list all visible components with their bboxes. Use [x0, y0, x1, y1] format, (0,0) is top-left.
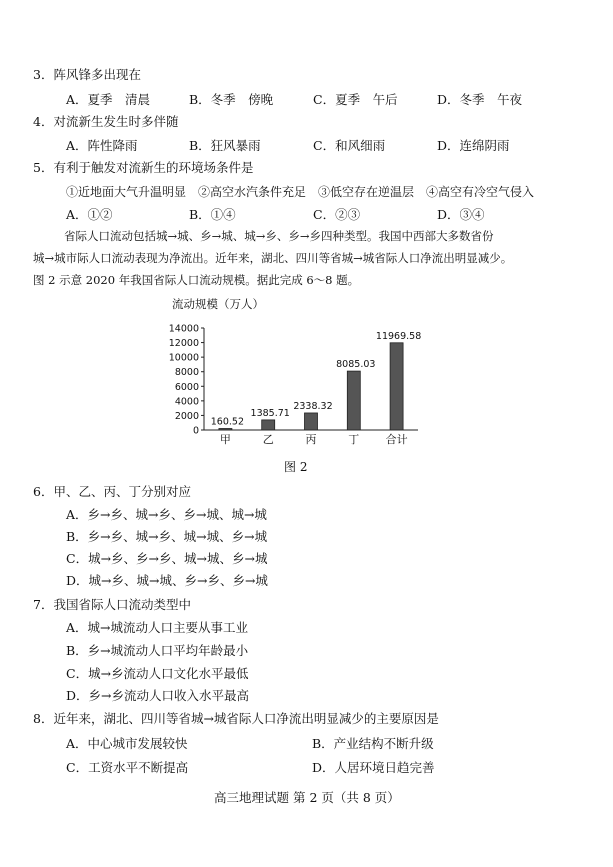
question-6-option-c: C．城→乡、乡→乡、城→城、乡→城	[66, 551, 268, 566]
x-category-label: 甲	[219, 433, 231, 446]
bar-value-label: 8085.03	[336, 359, 376, 371]
question-8-option-d: D．人居环境日趋完善	[312, 760, 435, 775]
question-3-option-a: A．夏季 清晨	[66, 92, 151, 107]
question-8-option-b: B．产业结构不断升级	[312, 736, 434, 751]
question-6-option-b: B．乡→乡、城→乡、城→城、乡→城	[66, 529, 268, 544]
question-5-stem: 5．有利于触发对流新生的环境场条件是	[33, 160, 254, 175]
y-tick-label: 12000	[168, 338, 199, 350]
question-7-option-c: C．城→乡流动人口文化水平最低	[66, 666, 249, 681]
question-5-option-c: C．②③	[313, 207, 361, 222]
bar-4	[390, 343, 403, 430]
bar-value-label: 11969.58	[375, 330, 422, 342]
question-5-option-d: D．③④	[437, 207, 485, 222]
question-7-option-d: D．乡→乡流动人口收入水平最高	[66, 688, 249, 703]
question-3-stem: 3．阵风锋多出现在	[33, 67, 141, 82]
y-tick-label: 6000	[174, 381, 199, 393]
question-3-option-c: C．夏季 午后	[313, 92, 398, 107]
question-5-conditions: ①近地面大气升温明显 ②高空水汽条件充足 ③低空存在逆温层 ④高空有冷空气侵入	[66, 185, 535, 199]
x-category-label: 丁	[348, 433, 360, 446]
bar-0	[219, 429, 232, 431]
question-4-option-b: B．狂风暴雨	[189, 138, 261, 153]
x-category-label: 丙	[305, 433, 317, 446]
question-5-option-a: A．①②	[66, 207, 113, 222]
y-tick-label: 4000	[174, 396, 199, 408]
bar-value-label: 1385.71	[250, 407, 290, 419]
y-axis-label: 流动规模（万人）	[172, 297, 264, 311]
y-tick-label: 0	[192, 425, 199, 437]
question-8-stem: 8．近年来，湖北、四川等省城→城省际人口净流出明显减少的主要原因是	[33, 711, 439, 726]
passage-line-2: 城→城市际人口流动表现为净流出。近年来，湖北、四川等省城→城省际人口净流出明显减少。	[33, 251, 513, 265]
y-tick-label: 14000	[168, 323, 199, 335]
question-4-option-c: C．和风细雨	[313, 138, 386, 153]
bar-1	[262, 420, 275, 430]
bar-3	[347, 371, 360, 430]
y-tick-label: 10000	[168, 352, 199, 364]
question-3-option-b: B．冬季 傍晚	[189, 92, 274, 107]
question-5-option-b: B．①④	[189, 207, 236, 222]
question-7-stem: 7．我国省际人口流动类型中	[33, 597, 191, 612]
question-4-option-a: A．阵性降雨	[66, 138, 138, 153]
passage-line-3: 图 2 示意 2020 年我国省际人口流动规模。据此完成 6～8 题。	[33, 273, 360, 287]
page-footer: 高三地理试题 第 2 页（共 8 页）	[214, 790, 400, 805]
question-6-option-a: A．乡→乡、城→乡、乡→城、城→城	[66, 507, 267, 522]
x-category-label: 合计	[385, 433, 408, 446]
bar-value-label: 160.52	[210, 416, 245, 428]
y-tick-label: 8000	[174, 367, 199, 379]
x-category-label: 乙	[262, 433, 274, 446]
figure-caption: 图 2	[284, 460, 308, 474]
question-3-option-d: D．冬季 午夜	[437, 92, 523, 107]
question-6-stem: 6．甲、乙、丙、丁分别对应	[33, 484, 191, 499]
bar-2	[305, 413, 318, 430]
question-8-option-c: C．工资水平不断提高	[66, 760, 189, 775]
bar-value-label: 2338.32	[293, 400, 333, 412]
population-flow-chart	[150, 292, 450, 452]
question-4-option-d: D．连绵阴雨	[437, 138, 510, 153]
question-8-option-a: A．中心城市发展较快	[66, 736, 188, 751]
question-7-option-b: B．乡→城流动人口平均年龄最小	[66, 643, 249, 658]
question-6-option-d: D．城→乡、城→城、乡→乡、乡→城	[66, 573, 268, 588]
passage-line-1: 省际人口流动包括城→城、乡→城、城→乡、乡→乡四种类型。我国中西部大多数省份	[64, 229, 494, 243]
y-tick-label: 2000	[174, 410, 199, 422]
question-7-option-a: A．城→城流动人口主要从事工业	[66, 620, 249, 635]
question-4-stem: 4．对流新生发生时多伴随	[33, 114, 179, 129]
